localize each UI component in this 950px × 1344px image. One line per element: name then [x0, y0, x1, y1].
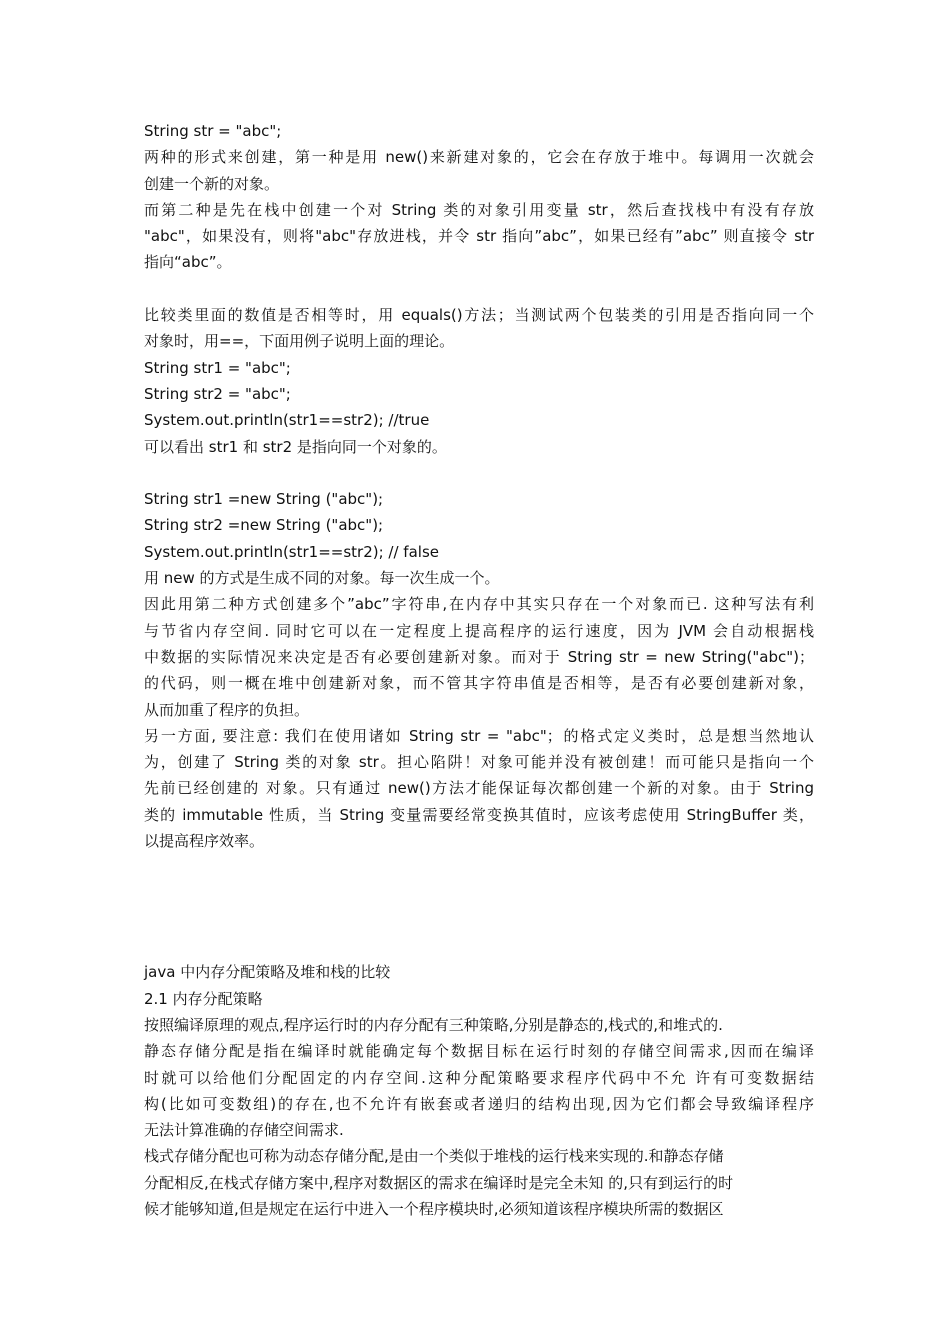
paragraph-line: 比较类里面的数值是否相等时，用 equals()方法；当测试两个包装类的引用是否指向同一个 — [144, 306, 814, 325]
paragraph-line: 因此用第二种方式创建多个”abc”字符串,在内存中其实只存在一个对象而已. 这种写法有利 — [144, 595, 814, 614]
paragraph-line: 创建一个新的对象。 — [144, 174, 280, 193]
code-line: String str2 =new String ("abc"); — [144, 516, 384, 535]
code-line: System.out.println(str1==str2); // false — [144, 542, 439, 561]
subsection-heading: 2.1 内存分配策略 — [144, 989, 263, 1008]
paragraph-line: 对象时，用==，下面用例子说明上面的理论。 — [144, 332, 455, 351]
code-line: String str = "abc"; — [144, 122, 282, 140]
paragraph-line: 的代码，则一概在堆中创建新对象，而不管其字符串值是否相等，是否有必要创建新对象， — [144, 674, 814, 693]
paragraph-line: 以提高程序效率。 — [144, 832, 265, 851]
code-line: System.out.println(str1==str2); //true — [144, 411, 430, 430]
paragraph-line: 栈式存储分配也可称为动态存储分配,是由一个类似于堆栈的运行栈来实现的.和静态存储 — [144, 1147, 724, 1166]
code-line: String str1 = "abc"; — [144, 358, 291, 377]
paragraph-line: 分配相反,在栈式存储方案中,程序对数据区的需求在编译时是完全未知 的,只有到运行的时 — [144, 1173, 734, 1192]
paragraph-line: 从而加重了程序的负担。 — [144, 700, 310, 719]
paragraph-line: 为，创建了 String 类的对象 str。担心陷阱！对象可能并没有被创建！而可能只是指向一个 — [144, 753, 814, 772]
section-equals-comparison — [144, 302, 814, 460]
paragraph-line: 另一方面, 要注意: 我们在使用诸如 String str = "abc"；的格式定义类时，总是想当然地认 — [144, 726, 814, 745]
paragraph-line: 先前已经创建的 对象。只有通过 new()方法才能保证每次都创建一个新的对象。由于 String — [144, 779, 814, 798]
section-string-creation — [144, 118, 814, 276]
code-line: String str1 =new String ("abc"); — [144, 490, 384, 509]
paragraph-line: 候才能够知道,但是规定在运行中进入一个程序模块时,必须知道该程序模块所需的数据区 — [144, 1199, 724, 1218]
paragraph-line: 类的 immutable 性质，当 String 变量需要经常变换其值时，应该考虑使用 StringBuffer 类， — [144, 805, 814, 824]
paragraph-line: 无法计算准确的存储空间需求. — [144, 1121, 344, 1140]
paragraph-line: 静态存储分配是指在编译时就能确定每个数据目标在运行时刻的存储空间需求,因而在编译 — [144, 1042, 814, 1061]
document-page — [144, 118, 814, 1222]
section-gap — [144, 854, 814, 959]
section-new-string — [144, 486, 814, 854]
paragraph-line: 构(比如可变数组)的存在,也不允许有嵌套或者递归的结构出现,因为它们都会导致编译程序 — [144, 1094, 814, 1113]
blank-line — [144, 276, 814, 302]
paragraph-line: 时就可以给他们分配固定的内存空间.这种分配策略要求程序代码中不允 许有可变数据结 — [144, 1068, 814, 1087]
paragraph-line: "abc"，如果没有，则将"abc"存放进栈，并令 str 指向”abc”，如果已经有”abc” 则直接令 str — [144, 227, 814, 246]
paragraph-line: 中数据的实际情况来决定是否有必要创建新对象。而对于 String str = new String("abc")； — [144, 647, 814, 666]
paragraph-line: 按照编译原理的观点,程序运行时的内存分配有三种策略,分别是静态的,栈式的,和堆式的. — [144, 1015, 723, 1034]
paragraph-line: 与节省内存空间. 同时它可以在一定程度上提高程序的运行速度，因为 JVM 会自动根据栈 — [144, 621, 814, 640]
paragraph-line: 可以看出 str1 和 str2 是指向同一个对象的。 — [144, 437, 447, 456]
blank-line — [144, 460, 814, 486]
section-heading: java 中内存分配策略及堆和栈的比较 — [144, 963, 391, 982]
paragraph-line: 而第二种是先在栈中创建一个对 String 类的对象引用变量 str，然后查找栈中有没有存放 — [144, 200, 814, 219]
paragraph-line: 用 new 的方式是生成不同的对象。每一次生成一个。 — [144, 569, 500, 588]
paragraph-line: 指向“abc”。 — [144, 253, 232, 272]
code-line: String str2 = "abc"; — [144, 384, 291, 403]
section-memory-allocation — [144, 959, 814, 1222]
paragraph-line: 两种的形式来创建，第一种是用 new()来新建对象的，它会在存放于堆中。每调用一次就会 — [144, 148, 814, 167]
